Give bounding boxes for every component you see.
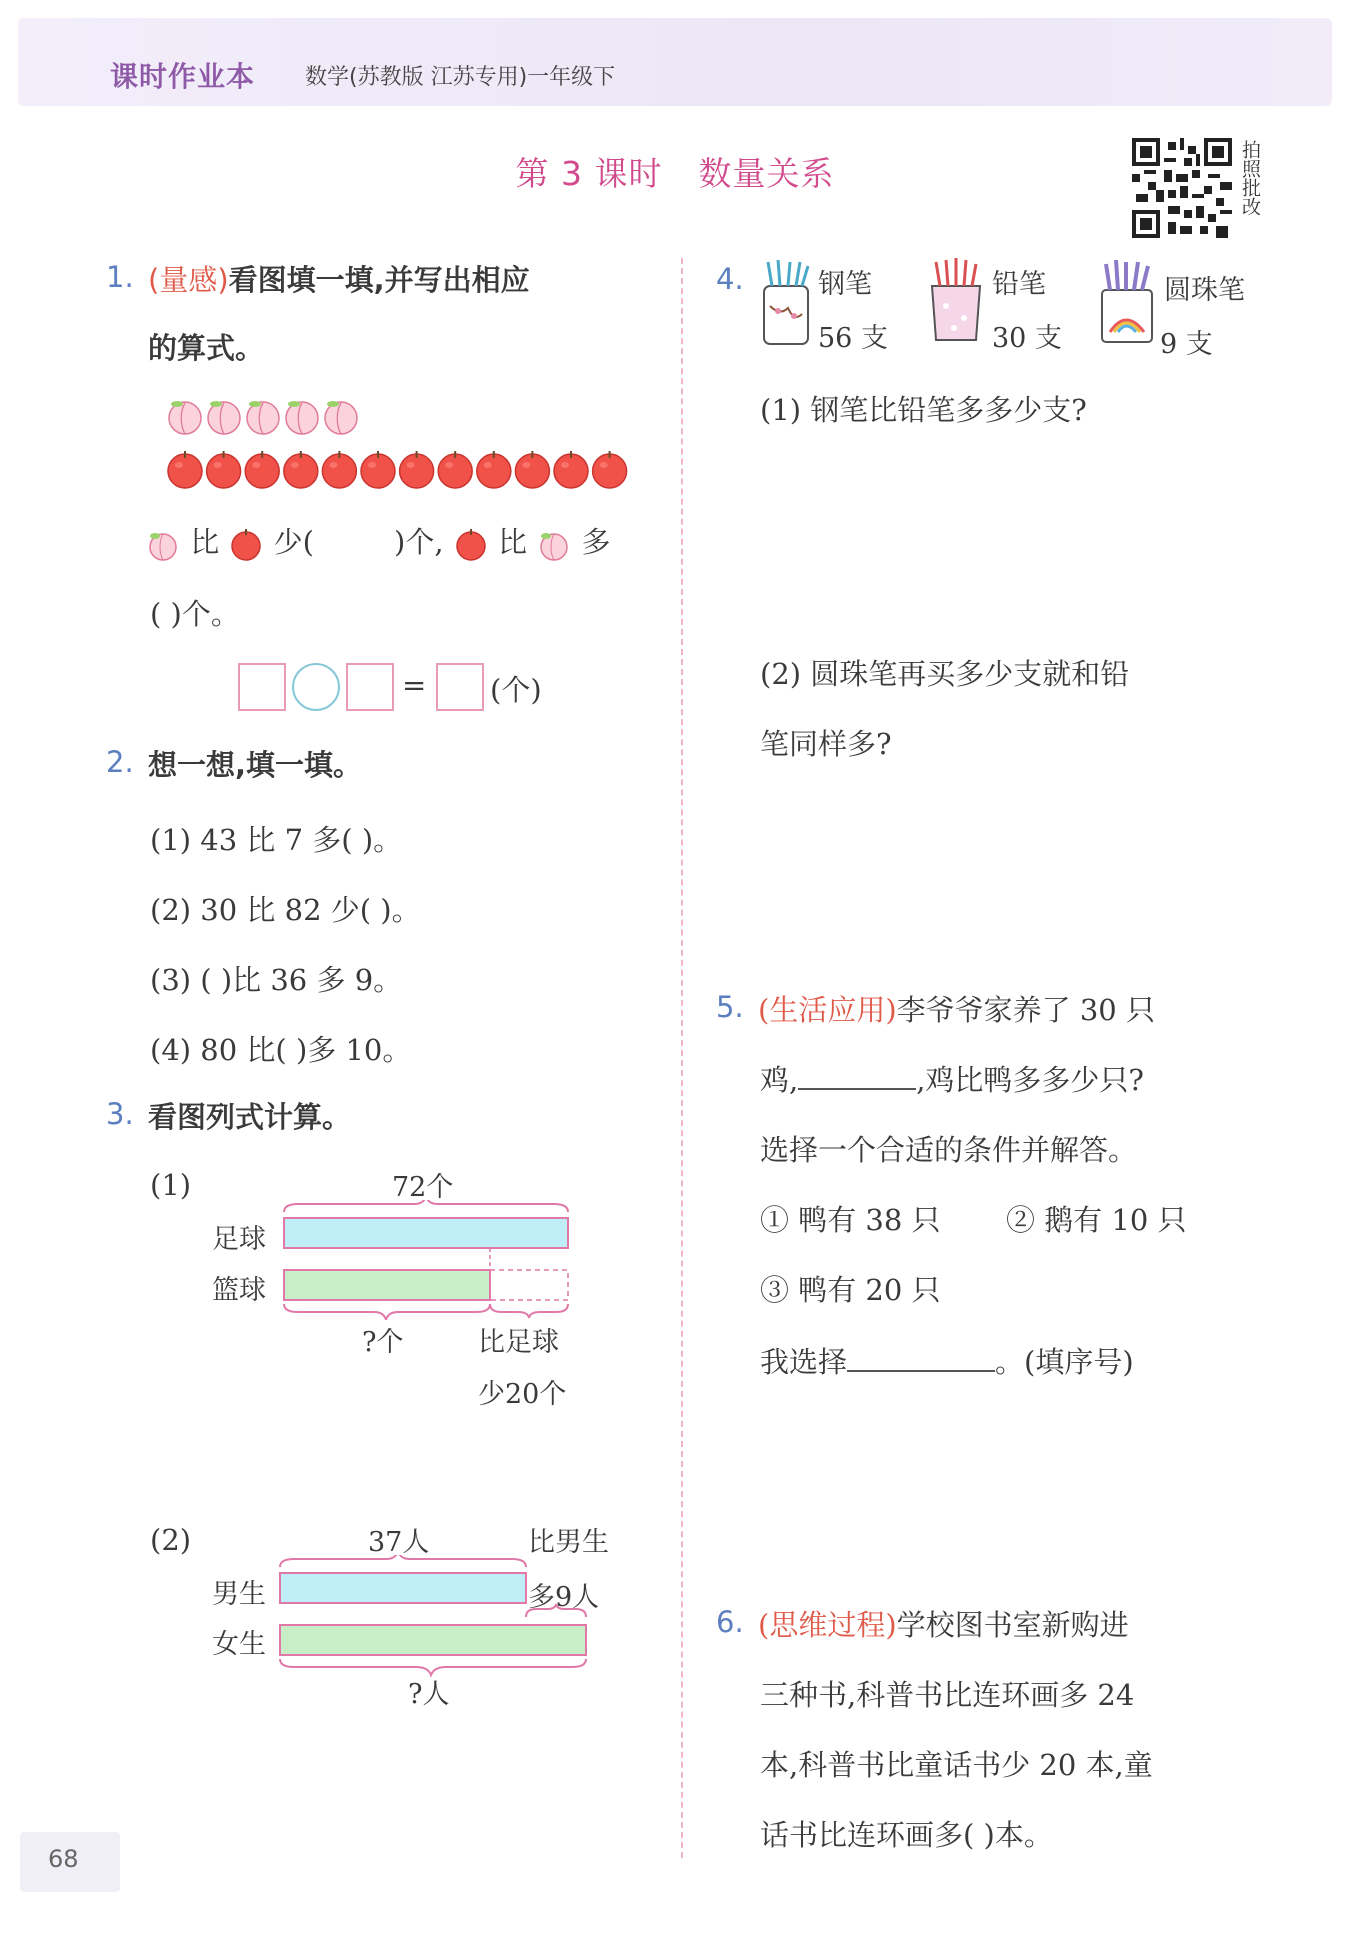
ballpoint-holder-icon [1096,256,1158,348]
q5-tag: (生活应用) [758,993,897,1027]
lesson-number: 第 3 课时 [515,154,663,193]
column-divider [681,258,683,1858]
q4-item-1-count: 56 支 [818,323,888,354]
operator-circle[interactable] [292,663,340,711]
peach-icon [286,401,318,434]
peach-icon [169,401,201,434]
q2-title: 想一想,填一填。 [148,748,363,782]
q3-p2-bottom: ?人 [408,1679,450,1710]
q3-title: 看图列式计算。 [148,1100,352,1134]
q1-unit: (个) [490,673,542,707]
q3-p2-label: (2) [150,1523,192,1557]
q5-number: 5. [716,990,744,1024]
q1-fill-line-b: ( )个。 [150,597,240,631]
q4-item-2-count: 30 支 [992,323,1062,354]
q3-p2-bar-diagram [276,1555,596,1680]
q4-item-1-name: 钢笔 [818,269,872,300]
qr-label: 拍照批改 [1239,140,1261,216]
girls-bar [280,1625,586,1655]
q1-number: 1. [106,260,134,294]
q4-sub2a: (2) 圆珠笔再买多少支就和铅 [760,657,1130,691]
q5-text-b1: 鸡, [760,1063,799,1097]
equals-sign: = [402,668,427,702]
q4-sub2b: 笔同样多? [760,727,892,761]
peach-icon [325,401,357,434]
peach-icon [208,401,240,434]
q5-option-3: ③ 鸭有 20 只 [760,1273,941,1307]
q2-item-2: (2) 30 比 82 少( )。 [150,893,421,927]
q3-p1-row1: 足球 [212,1224,266,1255]
apple-icon [438,451,472,488]
q3-p1-row2: 篮球 [212,1275,266,1306]
q1-fill-line-a [145,520,610,561]
q1-fill-a1: 比 [190,525,220,559]
apple-icon [228,527,264,561]
qr-code-icon[interactable] [1132,138,1232,238]
header-brand: 课时作业本 [110,60,256,93]
apple-row [165,447,635,491]
q3-p2-note2: 多9人 [528,1582,600,1613]
apple-icon [168,451,202,488]
apple-icon [207,451,241,488]
q5-line-a [758,988,1155,1029]
answer-box-2[interactable] [346,663,394,711]
q2-item-1: (1) 43 比 7 多( )。 [150,823,403,857]
answer-box-3[interactable] [436,663,484,711]
q4-number: 4. [716,262,744,296]
q5-text-a: 李爷爷家养了 30 只 [896,993,1155,1027]
q4-sub1: (1) 钢笔比铅笔多多少支? [760,393,1087,427]
boys-bar [280,1573,526,1603]
q1-tag: (量感) [148,263,229,297]
q6-line-4: 话书比连环画多( )本。 [760,1818,1053,1852]
answer-box-1[interactable] [238,663,286,711]
q3-p2-row2: 女生 [212,1629,266,1660]
peach-icon [145,527,181,561]
q5-blank-choice[interactable] [847,1370,995,1372]
q1-fill-a3: )个, [394,525,444,559]
basketball-bar [284,1270,490,1300]
apple-icon [245,451,279,488]
q6-number: 6. [716,1605,744,1639]
apple-icon [322,451,356,488]
pen-holder-icon [758,256,814,348]
apple-icon [284,451,318,488]
page-number: 68 [48,1845,79,1873]
q1-fill-a4: 比 [497,525,527,559]
q3-p1-bar-diagram [278,1200,578,1320]
q5-choose-a: 我选择 [760,1345,848,1379]
q3-p2-top: 37人 [368,1527,430,1558]
q3-p1-bottom: ?个 [362,1327,404,1358]
q1-text-a: 看图填一填,并写出相应 [228,263,530,297]
q4-item-3-name: 圆珠笔 [1164,275,1245,306]
q5-choose-b: 。(填序号) [995,1345,1134,1379]
q3-p2-note1: 比男生 [528,1527,609,1558]
q4-item-3-count: 9 支 [1160,329,1213,360]
q5-option-2: ② 鹅有 10 只 [1006,1203,1187,1237]
q2-item-3: (3) ( )比 36 多 9。 [150,963,403,997]
apple-icon [515,451,549,488]
q2-item-4: (4) 80 比( )多 10。 [150,1033,412,1067]
q2-number: 2. [106,745,134,779]
q6-line-1 [758,1603,1129,1644]
apple-icon [453,527,489,561]
q3-p1-label: (1) [150,1168,192,1202]
apple-icon [477,451,511,488]
football-bar [284,1218,568,1248]
header-subtitle: 数学(苏教版 江苏专用)一年级下 [305,65,616,90]
q5-text-b2: ,鸡比鸭多多少只? [916,1063,1144,1097]
basketball-gap-dashed [490,1270,568,1300]
q3-p1-top: 72个 [392,1172,454,1203]
pencil-holder-icon [926,256,986,348]
q3-p1-note2: 少20个 [478,1379,567,1410]
peach-icon [247,401,279,434]
q6-tag: (思维过程) [758,1608,897,1642]
q6-line-2: 三种书,科普书比连环画多 24 [760,1678,1135,1712]
q1-text-b: 的算式。 [148,331,265,365]
q6-text-1: 学校图书室新购进 [896,1608,1129,1642]
q3-number: 3. [106,1097,134,1131]
q3-p1-note1: 比足球 [478,1327,559,1358]
q1-fill-a2: 少( [273,525,314,559]
q4-item-2-name: 铅笔 [992,269,1046,300]
apple-icon [554,451,588,488]
q1-fill-a5: 多 [581,525,611,559]
peach-row [165,395,365,437]
q5-text-c: 选择一个合适的条件并解答。 [760,1133,1138,1167]
apple-icon [593,451,627,488]
apple-icon [361,451,395,488]
lesson-topic: 数量关系 [698,154,835,193]
q5-blank-condition[interactable] [798,1088,916,1090]
q6-line-3: 本,科普书比童话书少 20 本,童 [760,1748,1153,1782]
q3-p2-row1: 男生 [212,1579,266,1610]
apple-icon [400,451,434,488]
q5-option-1: ① 鸭有 38 只 [760,1203,941,1237]
q5-line-b [760,1058,1144,1099]
q1-question [148,258,530,299]
q5-choose-line [760,1340,1134,1381]
peach-icon [536,527,572,561]
